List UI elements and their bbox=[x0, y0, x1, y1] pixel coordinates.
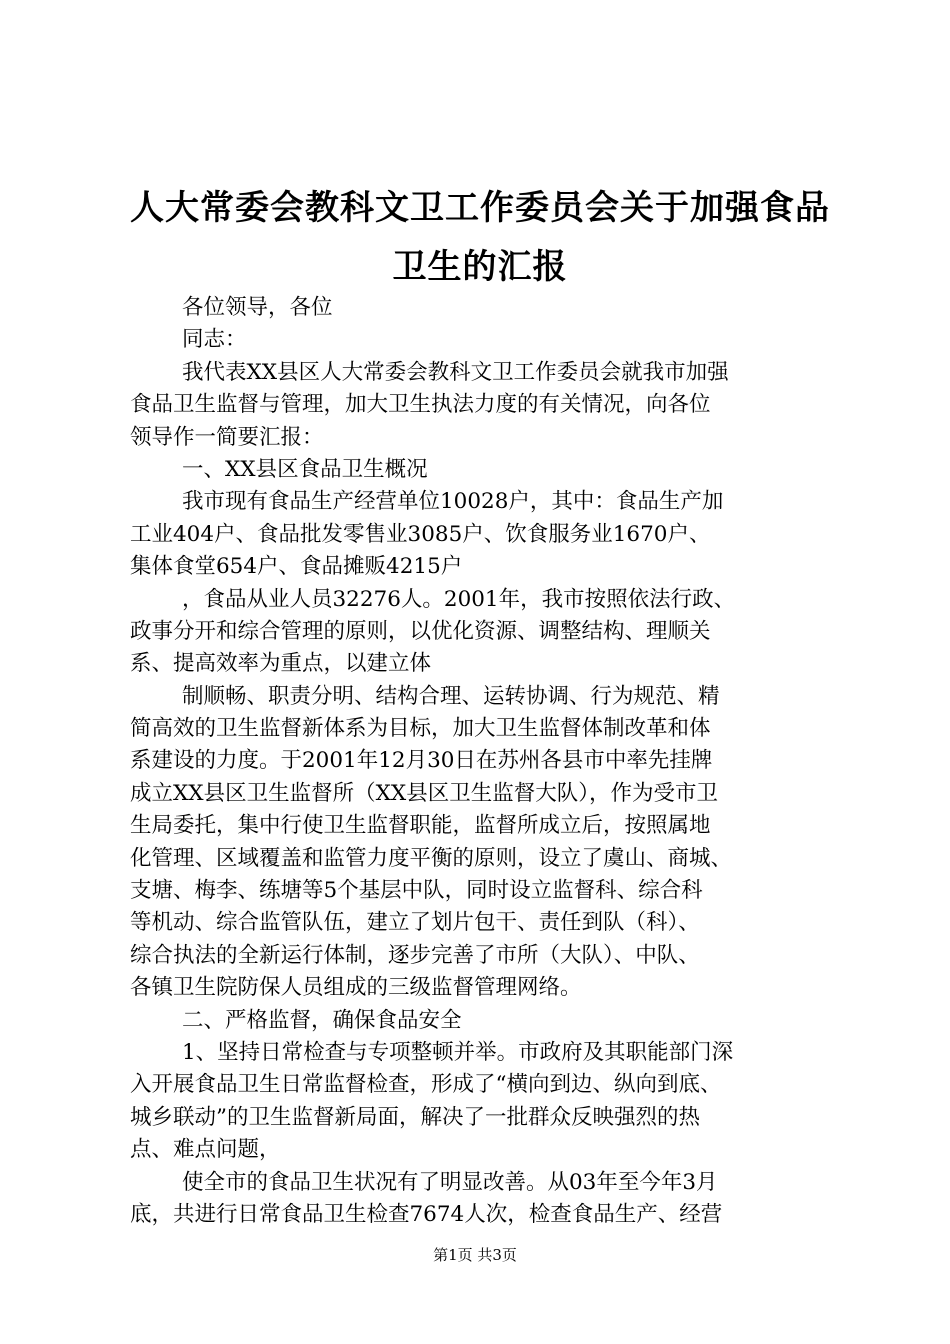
page-footer: 第1页 共3页 bbox=[433, 1246, 517, 1264]
body-line: 入开展食品卫生日常监督检查，形成了“横向到边、纵向到底、 bbox=[130, 1072, 722, 1098]
body-line: 我市现有食品生产经营单位10028户，其中：食品生产加 bbox=[182, 489, 724, 515]
body-line: 系建设的力度。于2001年12月30日在苏州各县市中率先挂牌 bbox=[130, 748, 713, 774]
body-line: 食品卫生监督与管理，加大卫生执法力度的有关情况，向各位 bbox=[130, 392, 711, 418]
document-body bbox=[130, 292, 840, 1231]
body-line: 二、严格监督，确保食品安全 bbox=[182, 1007, 462, 1033]
body-line: 各镇卫生院防保人员组成的三级监督管理网络。 bbox=[130, 975, 582, 1001]
body-line: 同志： bbox=[182, 327, 247, 353]
document-title-line-2: 卫生的汇报 bbox=[392, 247, 568, 287]
body-line: 使全市的食品卫生状况有了明显改善。从03年至今年3月 bbox=[182, 1169, 718, 1195]
document-title-line-1: 人大常委会教科文卫工作委员会关于加强食品 bbox=[130, 188, 830, 228]
body-line: 底，共进行日常食品卫生检查7674人次，检查食品生产、经营 bbox=[130, 1201, 723, 1227]
body-line: 化管理、区域覆盖和监管力度平衡的原则，设立了虞山、商城、 bbox=[130, 845, 733, 871]
body-line: 领导作一简要汇报： bbox=[130, 424, 324, 450]
body-line: 政事分开和综合管理的原则，以优化资源、调整结构、理顺关 bbox=[130, 618, 711, 644]
body-line: 1、坚持日常检查与专项整顿并举。市政府及其职能部门深 bbox=[182, 1039, 734, 1065]
body-line: 集体食堂654户、食品摊贩4215户 bbox=[130, 554, 463, 580]
body-line: 城乡联动”的卫生监督新局面，解决了一批群众反映强烈的热 bbox=[130, 1104, 700, 1130]
body-line: 一、XX县区食品卫生概况 bbox=[182, 456, 428, 482]
body-line: 各位领导，各位 bbox=[182, 295, 333, 320]
body-line: 等机动、综合监管队伍，建立了划片包干、责任到队（科）、 bbox=[130, 910, 700, 936]
body-line: 成立XX县区卫生监督所（XX县区卫生监督大队），作为受市卫 bbox=[130, 780, 718, 806]
body-line: ，食品从业人员32276人。2001年，我市按照依法行政、 bbox=[182, 586, 736, 612]
body-line: 综合执法的全新运行体制，逐步完善了市所（大队）、中队、 bbox=[130, 942, 700, 968]
body-line: 工业404户、食品批发零售业3085户、饮食服务业1670户、 bbox=[130, 521, 711, 547]
body-line: 点、难点问题， bbox=[130, 1137, 281, 1163]
body-line: 简高效的卫生监督新体系为目标，加大卫生监督体制改革和体 bbox=[130, 716, 711, 742]
body-line: 支塘、梅李、练塘等5个基层中队，同时设立监督科、综合科 bbox=[130, 878, 703, 904]
body-line: 我代表XX县区人大常委会教科文卫工作委员会就我市加强 bbox=[182, 359, 729, 385]
body-line: 制顺畅、职责分明、结构合理、运转协调、行为规范、精 bbox=[182, 683, 720, 709]
body-line: 生局委托，集中行使卫生监督职能，监督所成立后，按照属地 bbox=[130, 813, 711, 839]
body-line: 系、提高效率为重点，以建立体 bbox=[130, 651, 432, 677]
